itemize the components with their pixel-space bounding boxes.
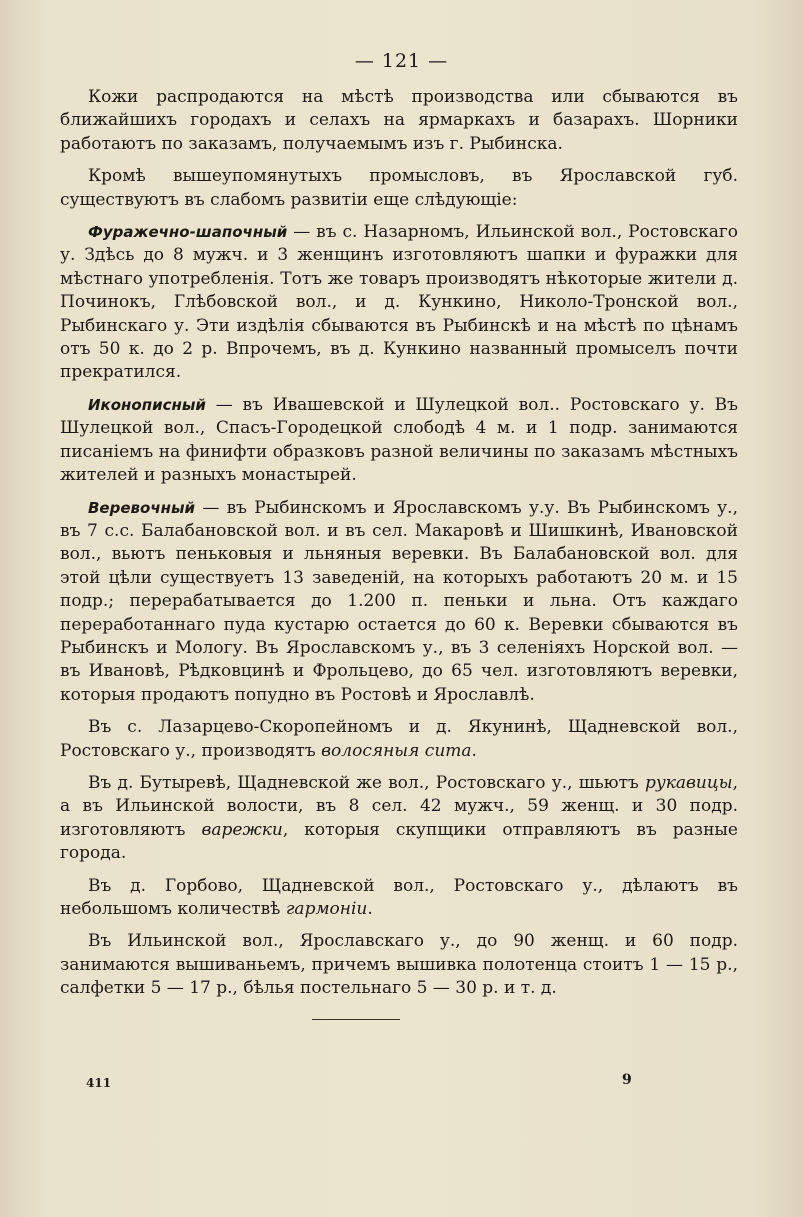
paragraph-7-text: Въ д. Бутыревѣ, Щадневской же вол., Ростовскаго у., шьютъ <box>88 772 645 793</box>
paragraph-1: Кожи распродаются на мѣстѣ производства или сбываются въ ближайшихъ городахъ и селахъ на ярмаркахъ и базарахъ. Шорники работаютъ по заказамъ, получаемымъ изъ г. Рыбинска. <box>60 87 738 154</box>
paragraph-7-end: , которыя скупщики отправляютъ въ разные города. <box>60 819 738 864</box>
section-heading-verevochny: Веревочный <box>88 498 196 517</box>
paragraph-8 <box>60 875 738 922</box>
paragraph-5-text: — въ Рыбинскомъ и Ярославскомъ у.у. Въ Рыбинскомъ у., въ 7 с.с. Балабановской вол. и въ сел. Макаровѣ и Шишкинѣ, Ивановской вол., вьютъ пеньковыя и льняныя веревки. Въ Балабановской вол. для этой цѣли существуетъ 13 заведеній, на которыхъ работаютъ 20 м. и 15 подр.; перерабатывается до 1.200 п. пеньки и льна. Отъ каждаго переработаннаго пуда кустарю остается до 60 к. Веревки сбываются въ Рыбинскъ и Мологу. Въ Ярославскомъ у., въ 3 селеніяхъ Норской вол. — въ Ивановѣ, Рѣдковцинѣ и Фрольцево, до 65 чел. изготовляютъ веревки, которыя продаютъ попудно въ Ростовѣ и Ярославлѣ. <box>60 497 738 705</box>
paragraph-7-middle: , а въ Ильинской волости, въ 8 сел. 42 мужч., 59 женщ. и 30 подр. изготовляютъ <box>60 772 738 840</box>
section-heading-furazhechno: Фуражечно-шапочный <box>88 223 288 242</box>
paragraph-6-text: Въ с. Лазарцево-Скоропейномъ и д. Якунинѣ, Щадневской вол., Ростовскаго у., производятъ <box>60 717 738 761</box>
italic-term-garmonii: гармоніи <box>285 899 368 919</box>
italic-term-varezhki: варежки <box>201 819 283 840</box>
paragraph-8-text: Въ д. Горбово, Щадневской вол., Ростовскаго у., дѣлаютъ въ небольшомъ количествѣ <box>60 875 738 919</box>
paragraph-3 <box>60 221 738 385</box>
paragraph-6 <box>60 716 738 763</box>
paragraph-8-end: . <box>367 899 373 919</box>
paragraph-2: Кромѣ вышеупомянутыхъ промысловъ, въ Ярославской губ. существуютъ въ слабомъ развитіи еще слѣдующіе: <box>60 166 738 210</box>
section-divider <box>312 1019 400 1020</box>
body-text <box>60 86 738 1010</box>
paragraph-6-end: . <box>471 740 477 761</box>
paragraph-9: Въ Ильинской вол., Ярославскаго у., до 90 женщ. и 60 подр. занимаются вышиваньемъ, причемъ вышивка полотенца стоитъ 1 — 15 р., салфетки 5 — 17 р., бѣлья постельнаго 5 — 30 р. и т. д. <box>60 931 738 999</box>
page-number: — 121 — <box>354 50 449 72</box>
paragraph-4 <box>60 394 738 488</box>
paragraph-7 <box>60 772 738 866</box>
paragraph-5 <box>60 497 738 708</box>
italic-term-rukavitsy: рукавицы <box>645 772 733 793</box>
paragraph-3-text: — въ с. Назарномъ, Ильинской вол., Ростовскаго у. Здѣсь до 8 мужч. и 3 женщинъ изготовляютъ шапки и фуражки для мѣстнаго употребленія. Тотъ же товаръ производятъ нѣкоторые жители д. Починокъ, Глѣбовской вол., и д. Кункино, Николо-Тронской вол., Рыбинскаго у. Эти издѣлія сбываются въ Рыбинскѣ и на мѣстѣ по цѣнамъ отъ 50 к. до 2 р. Впрочемъ, въ д. Кункино названный промыселъ почти прекратился. <box>60 222 738 383</box>
signature-mark: 411 <box>86 1076 112 1090</box>
italic-term-sita: волосяныя сита <box>321 740 472 761</box>
paragraph-4-text: — въ Ивашевской и Шулецкой вол.. Ростовскаго у. Въ Шулецкой вол., Спасъ-Городецкой слободѣ 4 м. и 1 подр. занимаются писаніемъ на финифти образковъ разной величины по заказамъ мѣстныхъ жителей и разныхъ монастырей. <box>60 394 738 486</box>
section-heading-ikonopisny: Иконописный <box>88 395 206 414</box>
gathering-mark: 9 <box>622 1072 632 1088</box>
